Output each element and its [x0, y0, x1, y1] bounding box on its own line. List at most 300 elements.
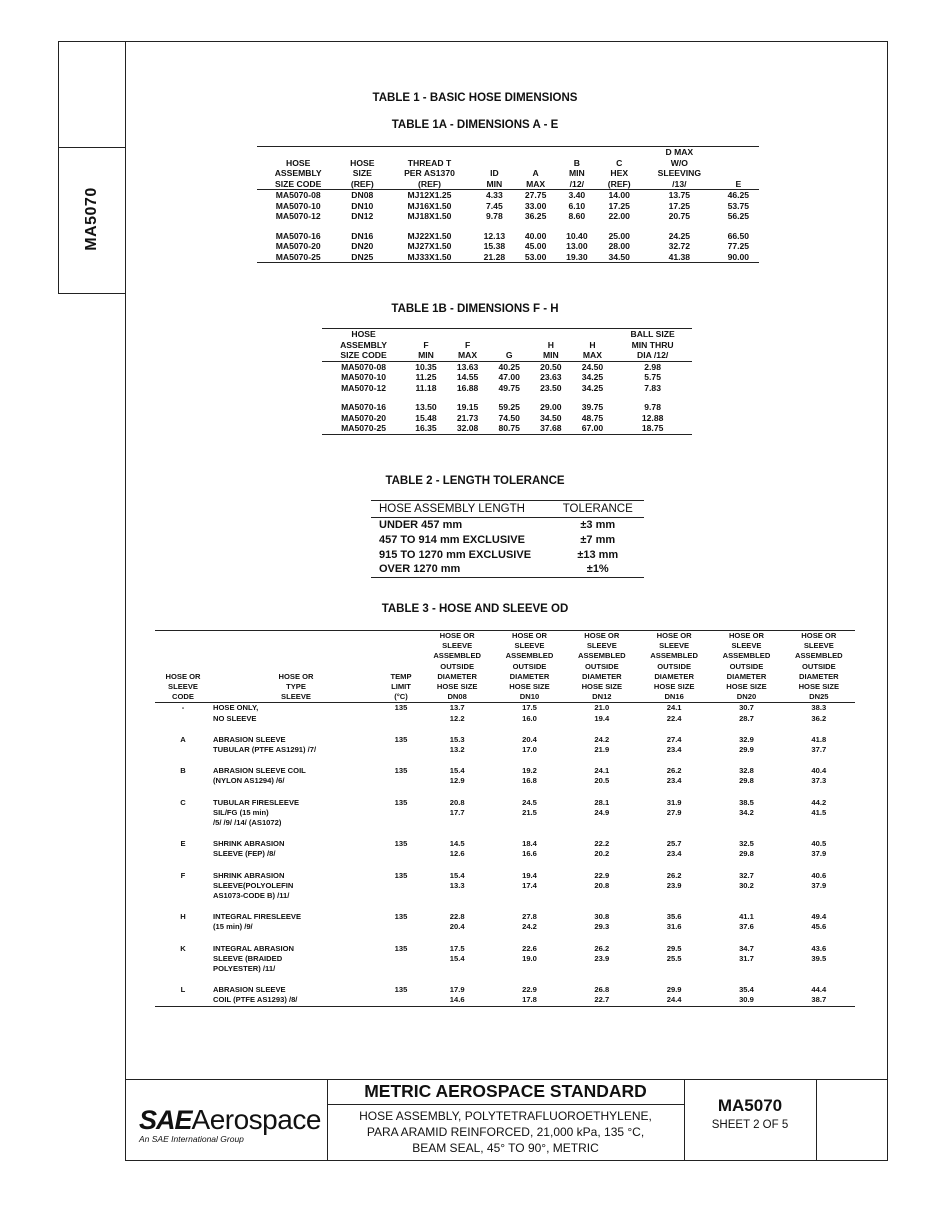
table-header-cell: DN08 [421, 692, 493, 703]
type-cell: /5/ /9/ /14/ (AS1072) [213, 818, 282, 828]
table-header-cell: HOSE [350, 157, 375, 168]
table-cell: 23.63 [540, 372, 562, 382]
od-value-cell [566, 891, 638, 901]
od-value-cell: 17.5 [449, 943, 465, 953]
code-cell [155, 776, 211, 786]
table-header-cell: B [573, 157, 580, 168]
table-header-cell [474, 158, 515, 169]
temp-cell: 135 [394, 912, 408, 922]
table-header-cell [381, 662, 421, 672]
table-header-cell [447, 329, 489, 340]
table-row [257, 190, 759, 201]
od-value-cell [638, 964, 710, 974]
table-cell: DN20 [351, 241, 374, 251]
od-value-cell: 22.4 [666, 713, 682, 723]
row-gap [155, 724, 855, 735]
table-header-cell: W/O [670, 157, 688, 168]
type-cell: SIL/FG (15 min) [213, 807, 269, 817]
table-cell: 20.75 [668, 211, 691, 221]
temp-cell: 135 [394, 703, 408, 713]
table-cell: 66.50 [727, 230, 750, 241]
table-cell: 15.48 [415, 412, 437, 423]
table-cell: MA5070-08 [341, 361, 387, 372]
table-header-cell: HOSE OR [801, 631, 837, 640]
temp-cell: 135 [394, 734, 408, 744]
table-cell: 28.00 [608, 241, 630, 251]
od-value-cell [421, 891, 493, 901]
table-row [257, 231, 759, 242]
od-value-cell: 26.8 [594, 985, 610, 995]
temp-cell: 135 [394, 870, 408, 880]
od-value-cell: 49.4 [811, 912, 827, 922]
table-header-cell [488, 329, 530, 340]
table-cell: 14.00 [608, 190, 630, 200]
od-value-cell: 34.2 [739, 807, 754, 817]
table-cell: DN25 [351, 251, 374, 262]
table-header-row [257, 147, 759, 158]
type-cell: (15 min) /9/ [213, 922, 253, 932]
od-value-cell: 32.9 [739, 734, 754, 744]
table-cell: 16.88 [456, 382, 479, 393]
table-header-cell: SIZE CODE [322, 350, 405, 361]
table-cell: 33.00 [524, 200, 547, 211]
table-header-cell [718, 168, 759, 179]
type-cell: SHRINK ABRASION [213, 839, 285, 849]
type-cell: ABRASION SLEEVE COIL [213, 766, 306, 776]
table-row [371, 533, 644, 548]
table-header-cell: SLEEVE [803, 641, 834, 651]
standard-title: METRIC AEROSPACE STANDARD [364, 1081, 647, 1101]
table-row [257, 201, 759, 212]
table-row [257, 241, 759, 252]
od-value-cell: 16.8 [522, 776, 537, 786]
od-value-cell: 17.9 [449, 985, 465, 995]
table-cell: 20.50 [540, 361, 562, 372]
table-header-cell: HOSE SIZE [653, 682, 695, 692]
table-cell: 24.50 [581, 361, 604, 372]
type-cell: POLYESTER) /11/ [213, 964, 276, 974]
od-value-cell: 40.4 [811, 766, 827, 776]
od-value-cell: 23.9 [666, 880, 682, 890]
gap-cell [155, 724, 855, 735]
table-header-cell [155, 651, 211, 661]
table-cell: 27.75 [524, 190, 547, 200]
temp-cell [381, 954, 421, 964]
code-cell: H [180, 912, 186, 922]
table-header-cell: A [532, 168, 539, 178]
table-header-cell: ASSEMBLY [274, 168, 322, 178]
table-header-cell: DN16 [638, 692, 710, 703]
table-header-cell: HOSE SIZE [509, 682, 550, 692]
od-value-cell: 16.6 [522, 849, 537, 859]
od-value-cell: 29.9 [739, 745, 754, 755]
od-value-cell: 29.8 [739, 776, 754, 786]
od-value-cell [421, 964, 493, 974]
table-row [155, 798, 855, 808]
table1a-title: TABLE 1A - DIMENSIONS A - E [391, 119, 559, 131]
table-header-cell: (REF) [339, 179, 385, 190]
od-value-cell: 30.7 [739, 703, 754, 713]
table-header-cell: HOSE OR [584, 631, 620, 640]
table-header-cell: CODE [155, 692, 211, 703]
table-cell: 24.25 [668, 230, 691, 241]
od-value-cell: 19.2 [522, 766, 537, 776]
od-value-cell: 25.7 [666, 839, 682, 849]
row-gap [257, 222, 759, 231]
table-cell: MJ12X1.25 [407, 190, 452, 200]
od-value-cell: 43.6 [811, 943, 827, 953]
od-value-cell: 44.2 [811, 797, 827, 807]
table-cell: 11.25 [415, 372, 437, 382]
table-cell: 10.35 [415, 361, 437, 372]
document-number: MA5070 [717, 1096, 783, 1115]
table-row [155, 849, 855, 859]
table-header-cell: G [488, 350, 530, 361]
table-header-cell [381, 631, 421, 642]
table-row [155, 735, 855, 745]
table-header-row [257, 179, 759, 190]
od-value-cell [493, 818, 565, 828]
od-value-cell: 41.1 [739, 912, 754, 922]
table-header-cell: OUTSIDE [440, 661, 475, 671]
table-header-cell: DIAMETER [726, 671, 767, 681]
table-header-cell: SLEEVE [659, 641, 690, 651]
table-header-cell: MAX [447, 350, 489, 361]
table-header-cell: /12/ [556, 179, 597, 190]
table-header-row [155, 631, 855, 642]
row-gap [155, 787, 855, 798]
od-value-cell: 15.4 [449, 870, 465, 880]
table-header-cell: SLEEVE [168, 682, 198, 692]
od-value-cell: 29.3 [594, 922, 610, 932]
type-cell: SLEEVE (FEP) /8/ [213, 849, 276, 859]
table-header-cell: DN10 [493, 692, 565, 703]
table-cell: 4.33 [486, 190, 503, 200]
code-cell: A [180, 734, 186, 744]
od-value-cell: 44.4 [811, 985, 827, 995]
table-cell: 32.08 [456, 423, 479, 433]
table-3-hose-sleeve-od [155, 630, 855, 1007]
type-cell: SLEEVE (BRAIDED [213, 953, 283, 963]
table-header-cell: HOSE SIZE [798, 682, 840, 692]
type-cell: TUBULAR (PTFE AS1291) /7/ [213, 745, 317, 755]
table-header-cell: HEX [610, 168, 629, 178]
od-value-cell: 29.8 [739, 849, 754, 859]
table-header-cell: /13/ [641, 179, 718, 190]
table-cell: 29.00 [540, 402, 562, 412]
table-cell: ±1% [586, 563, 609, 576]
row-gap [155, 828, 855, 839]
table1-title: TABLE 1 - BASIC HOSE DIMENSIONS [372, 92, 578, 104]
od-value-cell: 24.9 [594, 807, 610, 817]
code-cell: E [180, 839, 186, 849]
table-row [322, 402, 692, 413]
table-row [155, 964, 855, 974]
table-header-cell [257, 147, 339, 158]
row-gap [155, 755, 855, 766]
table-row [371, 548, 644, 563]
od-value-cell: 39.5 [811, 953, 827, 963]
table-header-cell: ASSEMBLED [794, 651, 843, 661]
table-cell: MA5070-20 [275, 241, 321, 251]
type-cell: COIL (PTFE AS1293) /8/ [213, 995, 298, 1005]
gap-cell [155, 828, 855, 839]
table-cell: 6.10 [568, 200, 586, 211]
table-header-cell: ASSEMBLED [650, 651, 698, 661]
type-cell: SHRINK ABRASION [213, 870, 285, 880]
table-cell: 39.75 [581, 402, 604, 412]
table-header-cell [597, 147, 641, 158]
table-cell: 40.00 [524, 230, 547, 241]
table-cell: 9.78 [486, 211, 503, 221]
od-value-cell: 13.3 [449, 880, 465, 890]
table-cell: 3.40 [568, 190, 586, 200]
gap-cell [155, 787, 855, 798]
od-value-cell: 23.4 [666, 745, 682, 755]
table-header-cell [572, 329, 614, 340]
table-cell: MA5070-25 [341, 423, 387, 433]
od-value-cell: 21.5 [522, 807, 537, 817]
table-header-cell: SLEEVING [657, 168, 702, 178]
od-value-cell: 22.2 [594, 839, 610, 849]
od-value-cell: 17.8 [522, 995, 537, 1005]
temp-cell: 135 [394, 797, 408, 807]
od-value-cell: 23.4 [666, 849, 682, 859]
od-value-cell [783, 818, 855, 828]
od-value-cell [783, 964, 855, 974]
table-header-cell [211, 631, 381, 642]
od-value-cell: 38.7 [811, 995, 827, 1005]
table-cell: 49.75 [498, 382, 520, 393]
table-cell: 46.25 [727, 190, 750, 200]
table-header-cell [718, 158, 759, 169]
gap-cell [155, 755, 855, 766]
table-header-cell: DIAMETER [581, 671, 622, 681]
od-value-cell: 40.5 [811, 839, 827, 849]
table-cell: ±7 mm [580, 533, 616, 546]
table-cell: 22.00 [608, 211, 630, 221]
table-header-cell: (REF) [597, 179, 641, 190]
table-header-cell: DN12 [566, 692, 638, 703]
table-cell: DN12 [351, 211, 374, 221]
table-cell: 67.00 [581, 423, 604, 433]
od-value-cell: 30.9 [739, 995, 754, 1005]
table-cell: 32.72 [668, 241, 691, 251]
table-header-row [155, 662, 855, 672]
table-header-cell: ASSEMBLED [433, 651, 481, 661]
table-cell: MA5070-12 [275, 211, 321, 221]
code-cell [155, 745, 211, 755]
code-cell [155, 891, 211, 901]
table1b-title: TABLE 1B - DIMENSIONS F - H [391, 303, 559, 315]
table-row [155, 745, 855, 755]
od-value-cell [566, 818, 638, 828]
od-value-cell: 17.5 [522, 703, 537, 713]
table-cell: 11.18 [415, 382, 437, 393]
table-header-cell: SLEEVE [514, 641, 545, 651]
table-header-cell: (°C) [381, 692, 421, 703]
temp-cell [381, 745, 421, 755]
od-value-cell: 22.9 [522, 985, 537, 995]
temp-cell [381, 849, 421, 859]
table-header-cell: (REF) [385, 179, 474, 190]
table3-title: TABLE 3 - HOSE AND SLEEVE OD [381, 603, 569, 615]
od-value-cell: 30.2 [739, 880, 754, 890]
table-cell: 53.00 [524, 251, 547, 262]
table-cell: 915 TO 1270 mm EXCLUSIVE [379, 548, 532, 561]
table-cell: 17.25 [668, 200, 691, 211]
table-cell: 9.78 [644, 402, 661, 412]
table-header-cell: BALL SIZE [630, 329, 675, 339]
table-header-cell: OUTSIDE [512, 661, 547, 671]
code-cell [155, 849, 211, 859]
gap-cell [155, 901, 855, 912]
table-header-row [322, 329, 692, 340]
table-row [155, 871, 855, 881]
table-row [322, 372, 692, 383]
od-value-cell: 12.2 [449, 713, 465, 723]
table-cell: MA5070-12 [341, 382, 387, 393]
od-value-cell [710, 964, 782, 974]
table-header-row [155, 682, 855, 692]
od-value-cell [710, 818, 782, 828]
table-header-cell: HOSE OR [278, 671, 314, 681]
table-header-cell: E [718, 179, 759, 190]
od-value-cell: 28.1 [594, 797, 610, 807]
table-header-cell: HOSE OR [165, 671, 201, 681]
temp-cell: 135 [394, 766, 408, 776]
od-value-cell: 24.1 [594, 766, 610, 776]
table-cell: MA5070-10 [275, 200, 321, 211]
table-cell: 7.83 [644, 382, 661, 393]
table-header-row [257, 158, 759, 169]
od-value-cell: 18.4 [522, 839, 537, 849]
side-document-number: MA5070 [83, 187, 100, 251]
table-header-cell: SLEEVE [442, 641, 473, 651]
od-value-cell: 27.9 [666, 807, 682, 817]
table-header-cell [155, 662, 211, 672]
od-value-cell: 22.7 [594, 995, 610, 1005]
table-header-cell [211, 641, 381, 651]
od-value-cell: 36.2 [811, 713, 827, 723]
od-value-cell: 23.9 [594, 953, 610, 963]
temp-cell [381, 881, 421, 891]
od-value-cell: 19.4 [522, 870, 537, 880]
table-header-cell: DIAMETER [509, 671, 550, 681]
od-value-cell: 37.3 [811, 776, 827, 786]
table-1b-dimensions [322, 328, 692, 435]
table-cell: MJ16X1.50 [407, 200, 452, 211]
table-row [155, 714, 855, 724]
type-cell: ABRASION SLEEVE [213, 734, 286, 744]
od-value-cell: 21.9 [594, 745, 610, 755]
table-header-row [155, 692, 855, 703]
table-cell: 80.75 [498, 423, 520, 433]
table-row [322, 413, 692, 424]
table-cell: MA5070-08 [275, 190, 321, 200]
row-gap [322, 393, 692, 402]
od-value-cell: 29.9 [666, 985, 682, 995]
od-value-cell: 45.6 [811, 922, 827, 932]
table-header-cell: H [547, 339, 554, 350]
od-value-cell: 12.9 [449, 776, 465, 786]
code-cell [155, 922, 211, 932]
table-header-cell [474, 147, 515, 158]
table-cell: 13.75 [668, 190, 691, 200]
table-row [322, 383, 692, 394]
table-header-row [371, 501, 644, 518]
table-header-cell: HOSE SIZE [726, 682, 767, 692]
od-value-cell: 24.2 [522, 922, 537, 932]
table-header-cell: ASSEMBLED [505, 651, 554, 661]
table-cell: DN10 [351, 200, 374, 211]
table-row [155, 881, 855, 891]
table-cell: 18.75 [641, 423, 664, 433]
table-header-cell: HOSE OR [511, 631, 547, 640]
od-value-cell: 32.7 [739, 870, 754, 880]
gap-cell [155, 974, 855, 985]
od-value-cell: 12.6 [449, 849, 465, 859]
table-header-cell: F [423, 339, 429, 350]
type-cell: (NYLON AS1294) /6/ [213, 776, 285, 786]
table-cell: 12.88 [641, 412, 664, 423]
od-value-cell: 30.8 [594, 912, 610, 922]
row-gap [155, 901, 855, 912]
code-cell [155, 818, 211, 828]
type-cell: ABRASION SLEEVE [213, 985, 286, 995]
row-gap [155, 860, 855, 871]
temp-cell [381, 818, 421, 828]
table-header-cell [339, 147, 385, 158]
od-value-cell: 20.8 [449, 797, 465, 807]
table-header-cell: HOSE OR [439, 631, 475, 640]
table-header-cell: DIAMETER [654, 671, 694, 681]
table-row [155, 766, 855, 776]
table-header-cell: LIMIT [391, 682, 411, 692]
od-value-cell: 27.8 [522, 912, 537, 922]
table-header-cell: TOLERANCE [552, 501, 644, 518]
table-cell: 17.25 [608, 200, 630, 211]
table-header-cell [155, 641, 211, 651]
od-value-cell: 23.4 [666, 776, 682, 786]
table-header-cell [405, 329, 447, 340]
table-cell: MA5070-20 [341, 412, 387, 423]
table-header-cell [530, 329, 572, 340]
od-value-cell: 22.8 [449, 912, 465, 922]
table-cell: ±3 mm [580, 519, 616, 531]
od-value-cell: 17.4 [522, 880, 537, 890]
table-header-cell: F [464, 339, 471, 350]
temp-cell: 135 [394, 839, 408, 849]
table-cell: MJ27X1.50 [407, 241, 452, 251]
temp-cell: 135 [394, 985, 408, 995]
sae-aerospace-logo: SAEAerospace An SAE International Group [139, 1104, 321, 1144]
code-cell: F [180, 870, 186, 880]
code-cell [155, 964, 211, 974]
od-value-cell: 15.4 [449, 766, 465, 776]
od-value-cell [710, 891, 782, 901]
code-cell [155, 808, 211, 818]
od-value-cell: 20.5 [594, 776, 610, 786]
od-value-cell [638, 891, 710, 901]
table-cell: 2.98 [644, 361, 661, 372]
table-header-cell: C [616, 157, 623, 168]
table-cell: 34.25 [581, 382, 604, 393]
od-value-cell [566, 964, 638, 974]
table-header-cell: H [589, 339, 596, 350]
od-value-cell: 27.4 [666, 734, 682, 744]
od-value-cell [638, 818, 710, 828]
